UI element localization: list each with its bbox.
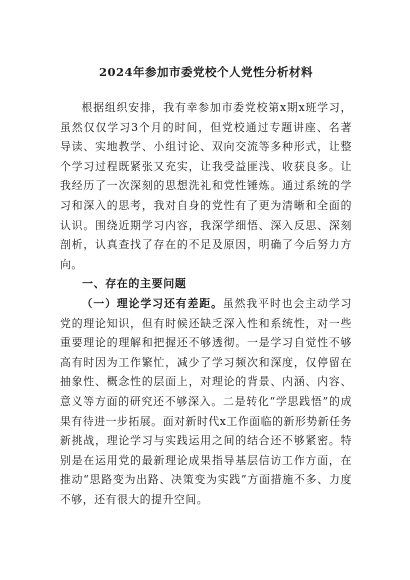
subsection-body-theory-study: 虽然我平时也会主动学习党的理论知识，但有时候还缺乏深入性和系统性，对一些重要理论的理解和把握还不够透彻。一是学习自觉性不够高有时因为工作繁忙，减少了学习频次和深度，仅停留在抽象性、概念性的层面上，对理论的背景、内涵、内容、意义等方面的研究还不够深入。二是转化“学思践悟”的成果有待进一步拓展。面对新时代x工作面临的新形势新任务新挑战，理论学习与实践运用之间的结合还不够紧密。特别是在运用党的最新理论成果指导基层信访工作方面，在推动“思路变为出路、决策变为实践”方面措施不多、力度不够，还有很大的提升空间。 — [60, 296, 352, 506]
intro-paragraph: 根据组织安排，我有幸参加市委党校第x期x班学习，虽然仅仅学习3个月的时间，但党校通过专题讲座、名著导读、实地教学、小组讨论、双向交流等多种形式，让整个学习过程既紧张又充实，让我受益匪浅、收获良多。让我经历了一次深刻的思想洗礼和党性锤炼。通过系统的学习和深入的思考，我对自身的党性有了更为清晰和全面的认识。围绕近期学习内容，我深学细悟、深入反思、深刻剖析，认真查找了存在的不足及原因，明确了今后努力方向。 — [60, 101, 352, 271]
section-heading-main-problems: 一、存在的主要问题 — [82, 277, 187, 291]
subsection-paragraph-theory-study — [60, 294, 352, 510]
subsection-heading-theory-study: （一）理论学习还有差距。 — [81, 296, 223, 310]
document-title: 2024年参加市委党校个人党性分析材料 — [98, 65, 313, 79]
